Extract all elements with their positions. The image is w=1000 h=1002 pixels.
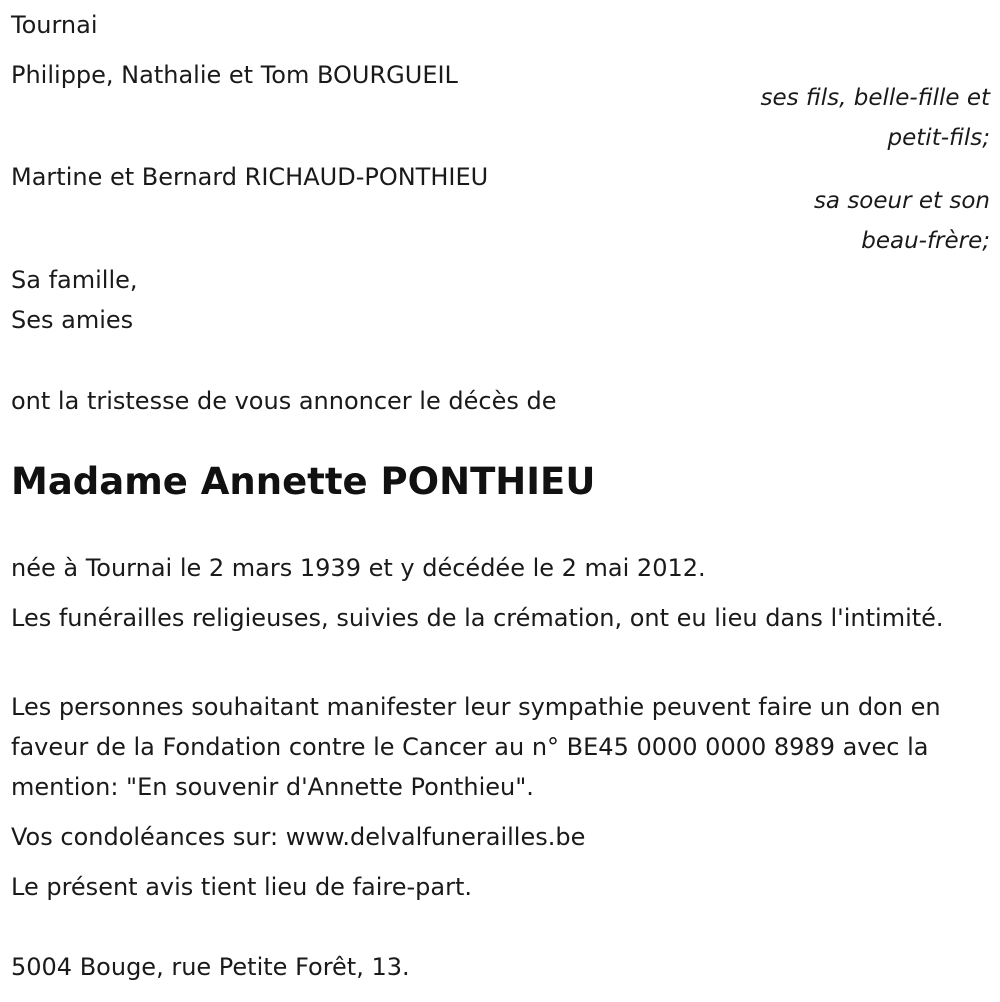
notice-text: Le présent avis tient lieu de faire-part. xyxy=(11,873,473,901)
others-friends: Ses amies xyxy=(11,306,134,334)
birth-death-text: née à Tournai le 2 mars 1939 et y décédée le 2 mai 2012. xyxy=(11,554,706,582)
announcement-text: ont la tristesse de vous annoncer le décès de xyxy=(11,387,557,415)
family-relation-1-line1: ses fils, belle-fille et xyxy=(760,85,990,111)
city: Tournai xyxy=(11,11,98,39)
family-relation-2-line2: beau-frère; xyxy=(861,228,990,254)
deceased-name: Madame Annette PONTHIEU xyxy=(11,460,596,503)
donation-text: Les personnes souhaitant manifester leur sympathie peuvent faire un don en faveur de la Fondation contre le Cancer au n° BE45 0000 0000 8989 avec la mention: "En souvenir d'Annette Ponthieu". xyxy=(11,693,941,801)
condolences-text: Vos condoléances sur: www.delvalfunerailles.be xyxy=(11,823,586,851)
family-relation-2-line1: sa soeur et son xyxy=(813,188,990,214)
family-relation-1-line2: petit-fils; xyxy=(887,125,990,151)
family-names-1: Philippe, Nathalie et Tom BOURGUEIL xyxy=(11,61,458,89)
funeral-text: Les funérailles religieuses, suivies de la crémation, ont eu lieu dans l'intimité. xyxy=(11,604,944,632)
others-family: Sa famille, xyxy=(11,266,138,294)
address: 5004 Bouge, rue Petite Forêt, 13. xyxy=(11,953,410,981)
family-names-2: Martine et Bernard RICHAUD-PONTHIEU xyxy=(11,163,489,191)
